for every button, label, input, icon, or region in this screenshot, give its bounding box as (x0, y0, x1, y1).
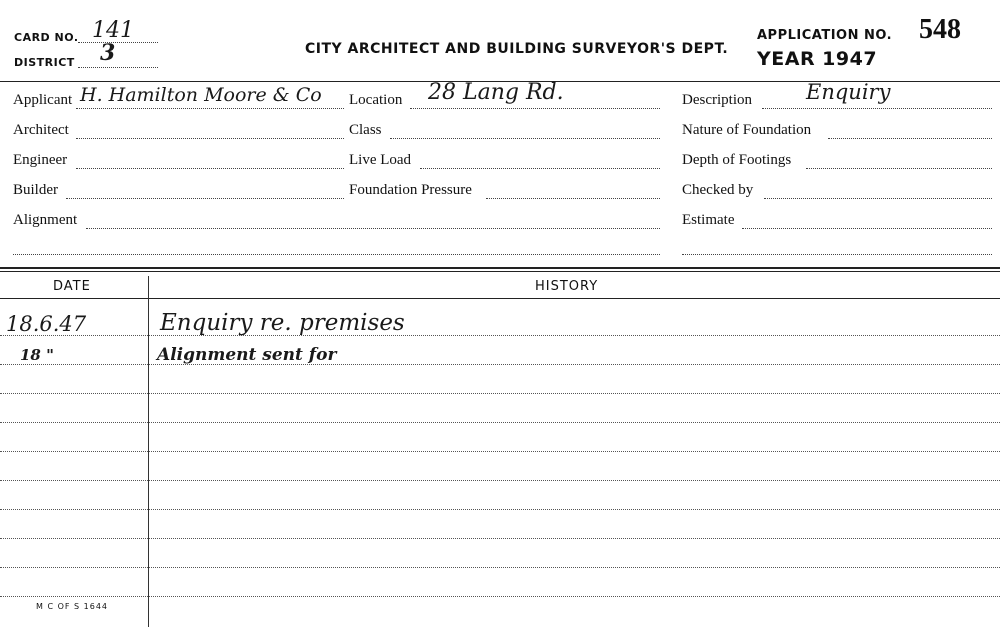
history-row (0, 596, 1000, 597)
history-top-rule-2 (0, 271, 1000, 272)
history-row (0, 393, 1000, 394)
history-header-rule (0, 298, 1000, 299)
district-underline (78, 67, 158, 68)
description-label: Description (682, 92, 752, 108)
architect-underline (76, 138, 344, 139)
department-title: CITY ARCHITECT AND BUILDING SURVEYOR'S DEPT. (305, 41, 729, 57)
history-row (0, 480, 1000, 481)
district-value: 3 (100, 40, 116, 66)
class-underline (390, 138, 660, 139)
alignment-underline (86, 228, 660, 229)
live-load-underline (420, 168, 660, 169)
history-row (0, 451, 1000, 452)
depth-of-footings-underline (806, 168, 992, 169)
location-label: Location (349, 92, 403, 108)
alignment-underline-2 (13, 254, 660, 255)
location-underline (410, 108, 660, 109)
application-number: 548 (919, 14, 961, 45)
date-column-header: DATE (53, 279, 91, 294)
card-no-label: CARD NO. (14, 31, 79, 44)
history-row (0, 538, 1000, 539)
estimate-underline-2 (682, 254, 992, 255)
estimate-label: Estimate (682, 212, 735, 228)
checked-by-label: Checked by (682, 182, 754, 198)
description-value: Enquiry (806, 80, 891, 104)
checked-by-underline (764, 198, 992, 199)
alignment-label: Alignment (13, 212, 78, 228)
foundation-pressure-underline (486, 198, 660, 199)
district-label: DISTRICT (14, 56, 75, 69)
nature-of-foundation-label: Nature of Foundation (682, 122, 812, 138)
live-load-label: Live Load (349, 152, 412, 168)
history-row (0, 364, 1000, 365)
applicant-underline (76, 108, 344, 109)
application-label: APPLICATION NO. (757, 28, 893, 43)
history-column-header: HISTORY (535, 279, 599, 294)
history-row (0, 509, 1000, 510)
history-entry-text: Alignment sent for (157, 345, 337, 365)
architect-label: Architect (13, 122, 69, 138)
history-entry-date: 18.6.47 (6, 312, 87, 336)
builder-underline (66, 198, 344, 199)
engineer-label: Engineer (13, 152, 68, 168)
estimate-underline (742, 228, 992, 229)
foundation-pressure-label: Foundation Pressure (349, 182, 472, 198)
year-label: YEAR 1947 (757, 48, 878, 70)
card-no-value: 141 (92, 18, 134, 43)
history-row (0, 335, 1000, 336)
location-value: 28 Lang Rd. (428, 80, 564, 105)
builder-label: Builder (13, 182, 58, 198)
class-label: Class (349, 122, 382, 138)
history-entry-date: 18 " (20, 346, 54, 364)
description-underline (762, 108, 992, 109)
history-row (0, 567, 1000, 568)
history-row (0, 422, 1000, 423)
history-entry-text: Enquiry re. premises (160, 310, 405, 336)
applicant-label: Applicant (13, 92, 73, 108)
depth-of-footings-label: Depth of Footings (682, 152, 792, 168)
nature-of-foundation-underline (828, 138, 992, 139)
applicant-value: H. Hamilton Moore & Co (80, 84, 322, 106)
history-top-rule (0, 267, 1000, 269)
engineer-underline (76, 168, 344, 169)
form-code: M C OF S 1644 (36, 602, 108, 611)
